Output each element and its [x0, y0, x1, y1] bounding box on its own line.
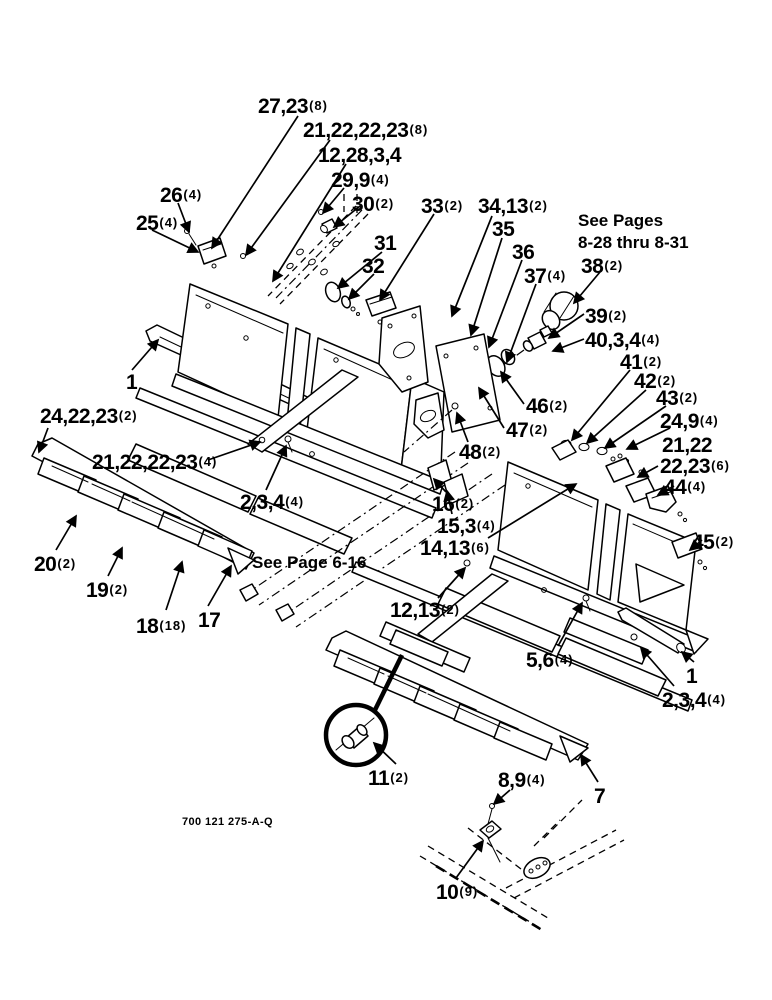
callout-32: 32: [362, 255, 385, 278]
callout-12-28-3-4: 12,28,3,4: [318, 144, 402, 167]
callout-21-22: 21,22: [662, 434, 713, 457]
callout-19: 19(2): [86, 579, 129, 602]
callout-42: 42(2): [634, 370, 677, 393]
callout-34-13: 34,13(2): [478, 195, 548, 218]
callout-41: 41(2): [620, 351, 663, 374]
callout-44: 44(4): [664, 476, 707, 499]
callout-24-9: 24,9(4): [660, 410, 719, 433]
callout-2-3-4-left: 2,3,4(4): [240, 491, 305, 514]
callout-12-13: 12,13(2): [390, 599, 460, 622]
callout-43: 43(2): [656, 387, 699, 410]
callout-25: 25(4): [136, 212, 179, 235]
callout-47: 47(2): [506, 419, 549, 442]
callout-33: 33(2): [421, 195, 464, 218]
note-see-pages-line2: 8-28 thru 8-31: [578, 233, 689, 253]
note-see-pages: [578, 210, 689, 254]
callout-17: 17: [198, 609, 221, 632]
callout-37: 37(4): [524, 265, 567, 288]
callout-30: 30(2): [352, 193, 395, 216]
callout-7: 7: [594, 785, 606, 808]
callout-16: 16(2): [432, 493, 475, 516]
callout-48: 48(2): [459, 441, 502, 464]
drawing-number: 700 121 275-A-Q: [182, 816, 273, 828]
callout-14-13: 14,13(6): [420, 537, 490, 560]
callout-10: 10(9): [436, 881, 479, 904]
callout-1-upper: 1: [126, 371, 138, 394]
callout-36: 36: [512, 241, 535, 264]
callout-24-22-23: 24,22,23(2): [40, 405, 138, 428]
callout-35: 35: [492, 218, 515, 241]
callout-21-22-22-23-left: 21,22,22,23(4): [92, 451, 218, 474]
callout-46: 46(2): [526, 395, 569, 418]
callout-29-9: 29,9(4): [331, 169, 390, 192]
callout-31: 31: [374, 232, 397, 255]
callout-40-3-4: 40,3,4(4): [585, 329, 661, 352]
callout-8-9: 8,9(4): [498, 769, 546, 792]
callout-18: 18(18): [136, 615, 187, 638]
callout-38: 38(2): [581, 255, 624, 278]
callout-21-22-22-23-top: 21,22,22,23(8): [303, 119, 429, 142]
note-see-page-6-16: See Page 6-16: [252, 553, 367, 572]
callout-5-6: 5,6(4): [526, 649, 574, 672]
callout-22-23: 22,23(6): [660, 455, 730, 478]
callout-20: 20(2): [34, 553, 77, 576]
callout-45: 45(2): [692, 531, 735, 554]
bottom-mount-detail: [420, 804, 624, 931]
callout-27-23: 27,23(8): [258, 95, 328, 118]
callout-2-3-4-lower: 2,3,4(4): [662, 689, 727, 712]
callout-39: 39(2): [585, 305, 628, 328]
callout-26: 26(4): [160, 184, 203, 207]
callout-1-lower: 1: [686, 665, 698, 688]
callout-11: 11(2): [368, 767, 410, 790]
note-see-pages-line1: See Pages: [578, 211, 664, 230]
callout-15-3: 15,3(4): [437, 515, 496, 538]
